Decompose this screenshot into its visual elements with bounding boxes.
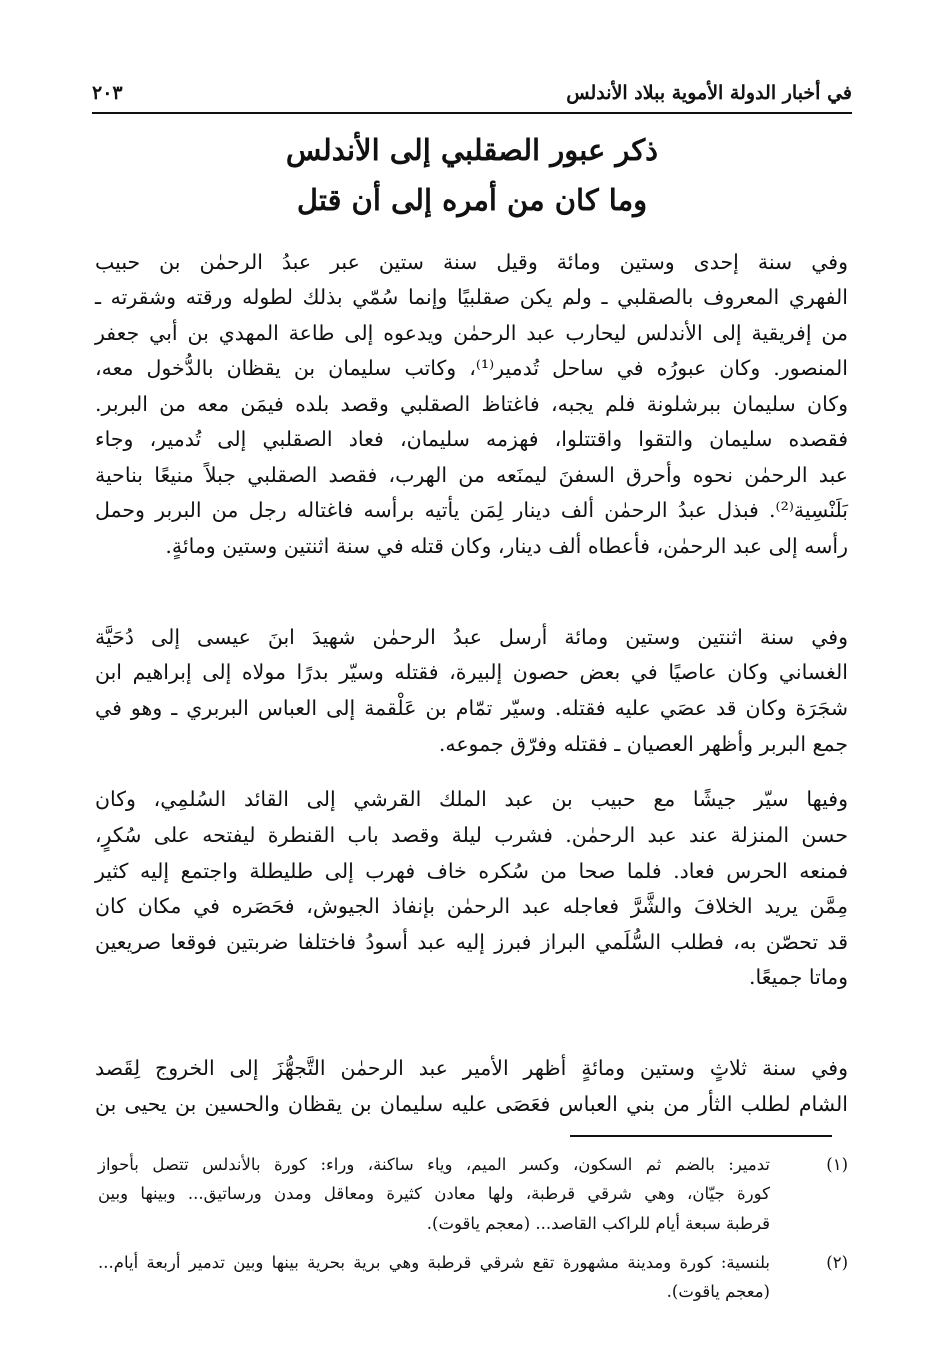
page-header <box>92 80 852 114</box>
paragraph-3-line: وماتا جميعًا. <box>749 965 848 989</box>
paragraph-1-line: عبد الرحمٰن نحوه وأحرق السفنَ ليمنَعه من الهرب، فقصد الصقلبي جبلاً منيعًا بناحية <box>95 463 848 487</box>
footnote-line: قرطبة سبعة أيام للراكب القاصد... (معجم ياقوت). <box>426 1214 770 1233</box>
footnote-line: كورة جيّان، وهي شرقي قرطبة، ولها معادن كثيرة ومعاقل ومدن ورساتيق... وبينها وبين <box>98 1184 770 1203</box>
paragraph-3-line: قد تحصّن به، فطلب السُّلَمي البراز فبرز إليه عبد أسودُ فاختلفا ضربتين فوقعا صريعين <box>95 930 848 954</box>
footnote-line: بلنسية: كورة ومدينة مشهورة تقع شرقي قرطبة وهي برية بحرية بينها وبين تدمير أربعة أيام... <box>98 1253 770 1272</box>
paragraph-1-line: وفي سنة إحدى وستين ومائة وقيل سنة ستين عبر عبدُ الرحمٰن بن حبيب <box>95 250 848 274</box>
paragraph-1-line: رأسه إلى عبد الرحمٰن، فأعطاه ألف دينار، وكان قتله في سنة اثنتين وستين ومائةٍ. <box>165 534 848 558</box>
paragraph-2-line: شجَرَة وكان قد عصَي عليه فقتله. وسيّر تمّام بن عَلْقمة إلى العباس البربري ـ وهو في <box>95 696 848 720</box>
page-number: ٢٠٣ <box>92 82 123 104</box>
paragraph-2-line: الغساني وكان عاصيًا في بعض حصون إلبيرة، فقتله وسيّر بدرًا مولاه إلى إبراهيم ابن <box>95 660 848 684</box>
footnote-line: تدمير: بالضم ثم السكون، وكسر الميم، وياء ساكنة، وراء: كورة بالأندلس تتصل بأحواز <box>98 1155 770 1174</box>
footnote-number: (١) <box>826 1155 848 1174</box>
paragraph-2-line: وفي سنة اثنتين وستين ومائة أرسل عبدُ الرحمٰن شهيدَ ابنَ عيسى إلى دُحَيَّة <box>95 625 848 649</box>
footnote-line: (معجم ياقوت). <box>666 1282 770 1301</box>
paragraph-1-line: من إفريقية إلى الأندلس ليحارب عبد الرحمٰن ويدعوه إلى طاعة المهدي بن أبي جعفر <box>95 321 848 345</box>
running-title: في أخبار الدولة الأموية ببلاد الأندلس <box>566 82 852 104</box>
paragraph-3-line: حسن المنزلة عند عبد الرحمٰن. فشرب ليلة وقصد باب القنطرة ليفتحه على سُكرٍ، <box>95 823 848 847</box>
footnote-number: (٢) <box>826 1253 848 1272</box>
paragraph-1-line: فقصده سليمان والتقوا واقتتلوا، فهزمه سليمان، فعاد الصقلبي إلى تُدمير، وجاء <box>95 427 848 451</box>
paragraph-1-line: المنصور. وكان عبورُه في ساحل تُدمير⁽¹⁾، وكاتب سليمان بن يقظان بالدُّخول معه، <box>95 356 848 380</box>
paragraph-4-line: الشام لطلب الثأر من بني العباس فعَصَى عليه سليمان بن يقظان والحسين بن يحيى بن <box>95 1092 848 1116</box>
section-title-line-1: ذكر عبور الصقلبي إلى الأندلس <box>285 133 659 167</box>
section-title-line-2: وما كان من أمره إلى أن قتل <box>296 183 648 217</box>
footnote-separator <box>570 1135 832 1137</box>
paragraph-4-line: وفي سنة ثلاثٍ وستين ومائةٍ أظهر الأمير عبد الرحمٰن التَّجهُّزَ إلى الخروج لِقَصد <box>95 1056 848 1080</box>
paragraph-1-line: بَلَنْسِية⁽²⁾. فبذل عبدُ الرحمٰن ألف دينار لِمَن يأتيه برأسه فاغتاله رجل من البربر وحمل <box>95 498 848 522</box>
paragraph-1-line: وكان سليمان ببرشلونة فلم يجبه، فاغتاظ الصقلبي وقصد بلده فيمَن معه من البربر. <box>95 392 848 416</box>
paragraph-3-line: مِمَّن يريد الخلافَ والشَّرَّ فعاجله عبد الرحمٰن بإنفاذ الجيوش، فحَصَره في مكان كان <box>95 894 848 918</box>
paragraph-3-line: فمنعه الحرس فعاد. فلما صحا من سُكره خاف فهرب إلى طليطلة واجتمع إليه كثير <box>95 859 848 883</box>
paragraph-1-line: الفهري المعروف بالصقلبي ـ ولم يكن صقلبيًا وإنما سُمّي بذلك لطوله ورقته وشقرته ـ <box>95 285 848 309</box>
paragraph-3-line: وفيها سيّر جيشًا مع حبيب بن عبد الملك القرشي إلى القائد السُلمِي، وكان <box>95 787 848 811</box>
paragraph-2-line: جمع البربر وأظهر العصيان ـ فقتله وفرّق جموعه. <box>438 732 848 756</box>
